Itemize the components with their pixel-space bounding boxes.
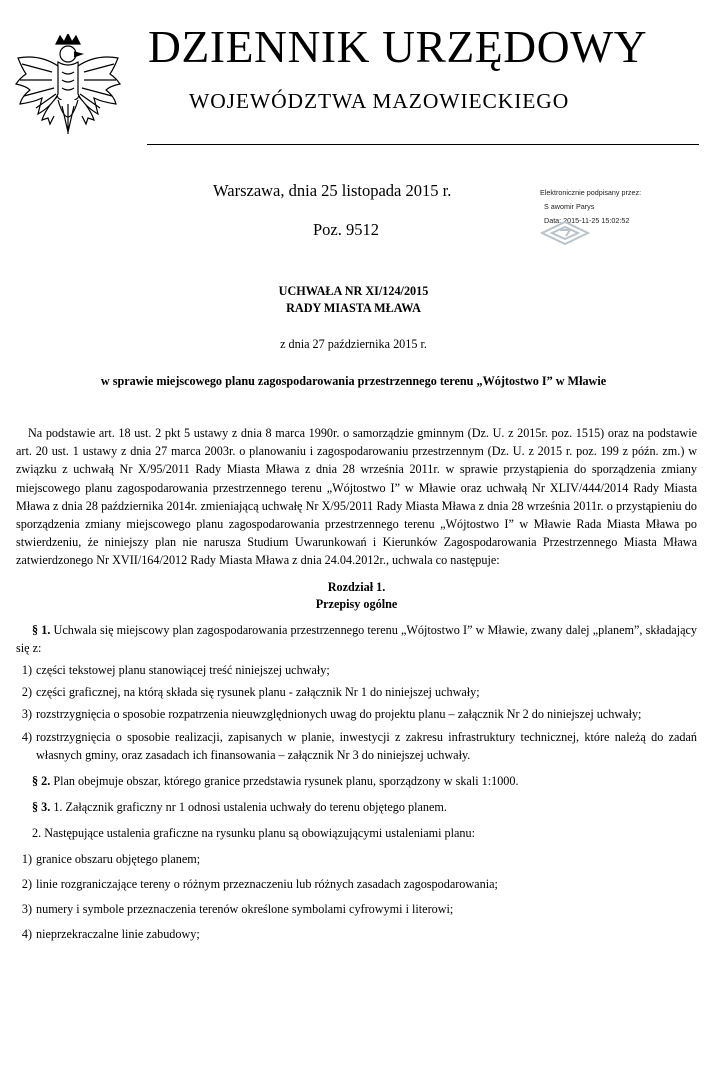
paragraph-2-number: § 2.: [32, 774, 51, 789]
gazette-title: DZIENNIK URZĘDOWY: [148, 21, 648, 72]
eagle-emblem-icon: [12, 34, 124, 150]
signature-label: Elektronicznie podpisany przez:: [540, 188, 642, 197]
list-item-text: numery i symbole przeznaczenia terenów określone symbolami cyfrowymi i literowi;: [36, 902, 454, 917]
paragraph-1-number: § 1.: [32, 622, 51, 637]
list-item-number: 1): [21, 851, 32, 866]
list-item-number: 3): [21, 902, 32, 917]
paragraph-3: [16, 798, 697, 816]
paragraph-1: [16, 621, 697, 657]
document-body: [16, 424, 697, 943]
list-item-text: linie rozgraniczające tereny o różnym przeznaczeniu lub różnych zasadach zagospodarowania;: [36, 876, 498, 891]
list-item: [16, 850, 697, 868]
gazette-subtitle: WOJEWÓDZTWA MAZOWIECKIEGO: [189, 89, 570, 113]
list-item: [16, 875, 697, 893]
paragraph-1-list: [16, 661, 697, 764]
position-number: Poz. 9512: [313, 220, 379, 239]
paragraph-3-text: 1. Załącznik graficzny nr 1 odnosi ustalenia uchwały do terenu objętego planem.: [53, 800, 447, 815]
list-item: [16, 925, 697, 943]
list-item-number: 3): [21, 707, 32, 722]
resolution-title: [0, 283, 707, 317]
resolution-number: UCHWAŁA NR XI/124/2015: [278, 284, 429, 298]
list-item-text: części graficznej, na którą składa się rysunek planu - załącznik Nr 1 do niniejszej uchwały;: [36, 685, 480, 700]
list-item-text: rozstrzygnięcia o sposobie rozpatrzenia nieuwzględnionych uwag do projektu planu – załącznik Nr 2 do niniejszej uchwały;: [36, 707, 642, 722]
paragraph-3-section-2: 2. Następujące ustalenia graficzne na rysunku planu są obowiązującymi ustaleniami planu:: [32, 826, 475, 841]
signature-signer: S awomir Parys: [544, 202, 595, 211]
list-item-number: 4): [21, 729, 32, 744]
list-item-text: nieprzekraczalne linie zabudowy;: [36, 927, 200, 942]
paragraph-1-text: Uchwala się miejscowy plan zagospodarowania przestrzennego terenu „Wójtostwo I” w Mławie, zwany dalej „planem”, składający się z:: [16, 622, 698, 655]
header-divider: [147, 144, 699, 145]
signature-date: Data: 2015-11-25 15:02:52: [544, 216, 630, 225]
list-item-text: części tekstowej planu stanowiącej treść niniejszej uchwały;: [36, 663, 330, 678]
list-item: [16, 728, 697, 764]
list-item: [16, 705, 697, 723]
list-item-number: 2): [21, 876, 32, 891]
list-item-number: 4): [21, 927, 32, 942]
list-item-text: rozstrzygnięcia o sposobie realizacji, zapisanych w planie, inwestycji z zakresu infrastruktury technicznej, które należą do zadań własnych gminy, oraz zasadach ich finansowania – załącznik Nr 3 do niniejszej uchwały.: [36, 729, 697, 762]
paragraph-2-text: Plan obejmuje obszar, którego granice przedstawia rysunek planu, sporządzony w skali 1:1000.: [53, 774, 519, 789]
resolution-council: RADY MIASTA MŁAWA: [286, 301, 421, 315]
list-item-number: 2): [21, 685, 32, 700]
paragraph-3-number: § 3.: [32, 800, 51, 815]
preamble: Na podstawie art. 18 ust. 2 pkt 5 ustawy z dnia 8 marca 1990r. o samorządzie gminnym (Dz. U. z 2015r. poz. 1515) oraz na podstawie art. 20 ust. 1 ustawy z dnia 27 marca 2003r. o planowaniu i zagospodarowaniu przestrzennym (Dz. U. z 2015 r. poz. 199 z późn. zm.) w związku z uchwałą Nr X/95/2011 Rady Miasta Mława z dnia 28 września 2011r. w sprawie przystąpienia do sporządzenia zmiany miejscowego planu zagospodarowania przestrzennego terenu „Wójtostwo I” w Mławie oraz uchwałą Nr XLIV/444/2014 Rady Miasta Mława z dnia 28 października 2014r. zmieniającą uchwałę Nr X/95/2011 Rady Miasta Mława z dnia 28 września 2011r. o przystąpieniu do sporządzenia zmiany miejscowego planu zagospodarowania przestrzennego terenu „Wójtostwo I” w Mławie Rada Miasta Mława po stwierdzeniu, że niniejszy plan nie narusza Studium Uwarunkowań i Kierunków Zagospodarowania Przestrzennego Miasta Mława zatwierdzonego Nr XVII/164/2012 Rady Miasta Mława z dnia 24.04.2012r., uchwala co następuje:: [16, 426, 697, 568]
list-item: [16, 683, 697, 701]
paragraph-2: [16, 772, 697, 790]
paragraph-3-list: [16, 850, 697, 944]
resolution-date: z dnia 27 października 2015 r.: [280, 337, 427, 351]
chapter-heading: [16, 579, 697, 613]
publication-date: Warszawa, dnia 25 listopada 2015 r.: [213, 181, 452, 200]
list-item-text: granice obszaru objętego planem;: [36, 851, 201, 866]
chapter-number: Rozdział 1.: [327, 579, 386, 594]
signature-logo-icon: [540, 220, 590, 246]
resolution-subject: w sprawie miejscowego planu zagospodarowania przestrzennego terenu „Wójtostwo I” w Mławie: [100, 374, 607, 388]
list-item: [16, 661, 697, 679]
chapter-title: Przepisy ogólne: [315, 596, 398, 611]
list-item: [16, 900, 697, 918]
list-item-number: 1): [21, 663, 32, 678]
